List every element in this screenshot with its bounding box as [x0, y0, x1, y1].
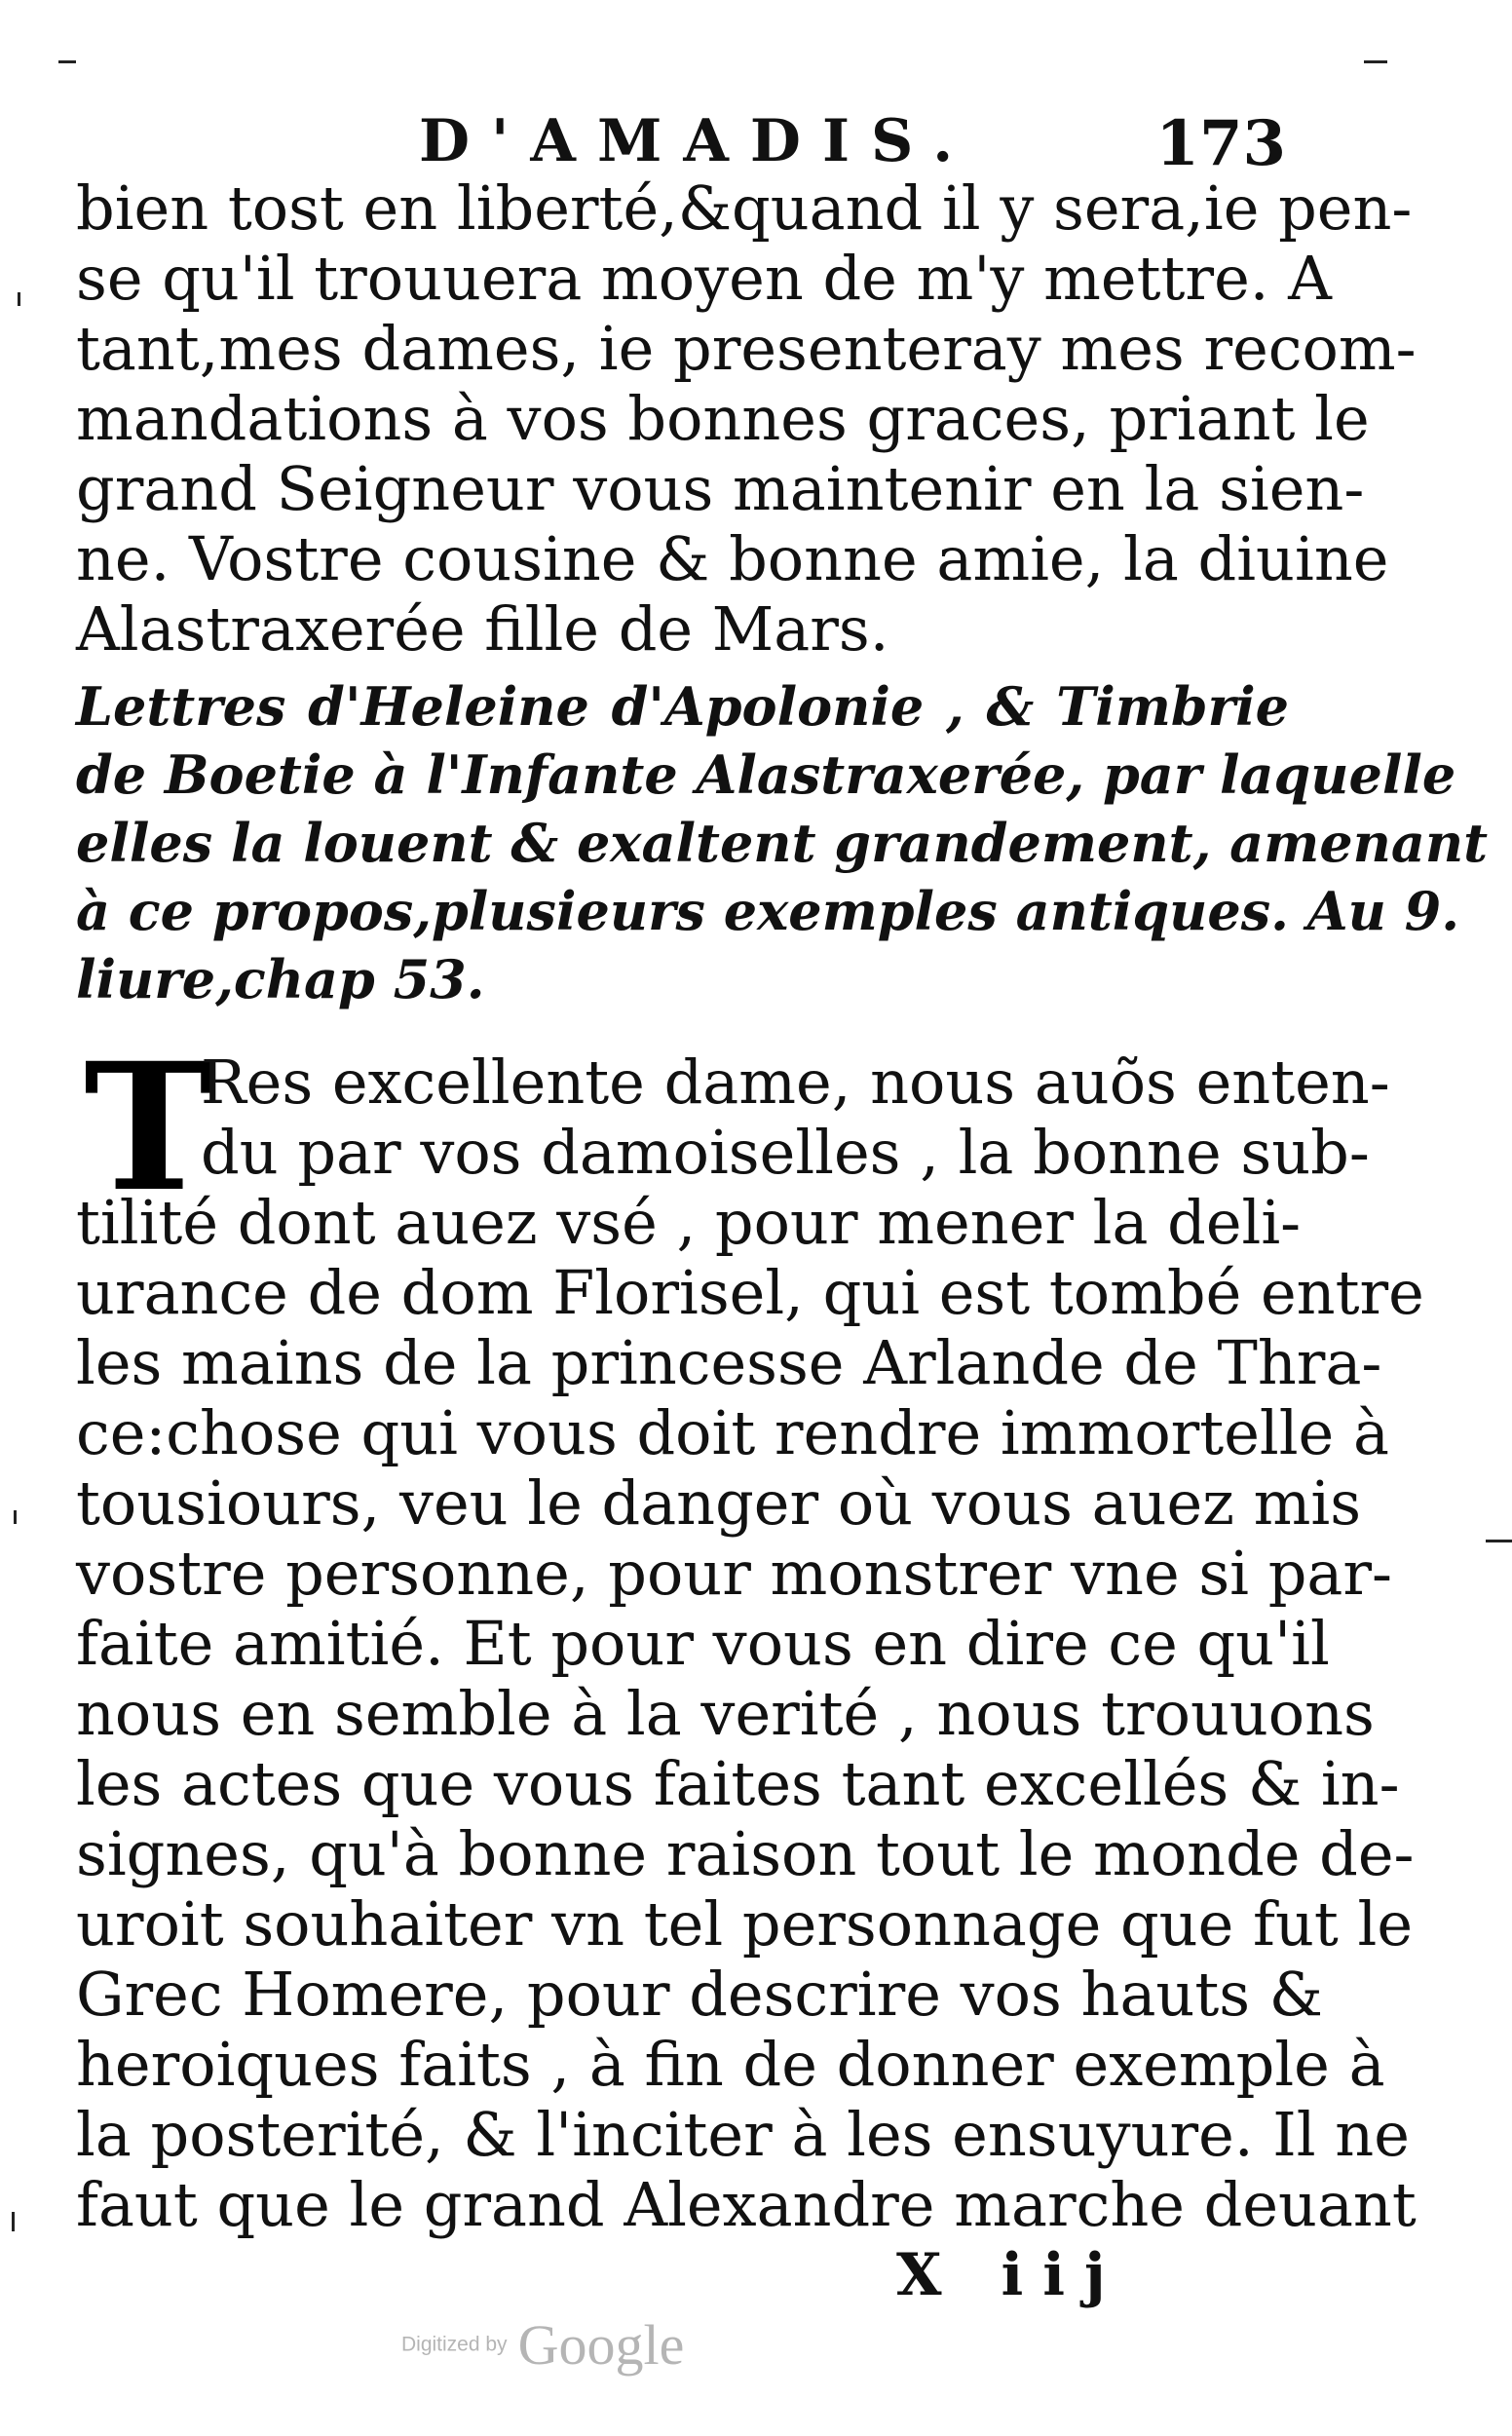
text-line: bien tost en liberté,&quand il y sera,ie pen- [76, 172, 1413, 244]
text-line: heroiques faits , à fin de donner exemple à [76, 2029, 1385, 2100]
digitized-watermark [401, 2312, 684, 2378]
text-line: tousiours, veu le danger où vous auez mis [76, 1467, 1362, 1539]
scan-speck [14, 1510, 17, 1524]
text-line: signes, qu'à bonne raison tout le monde de- [76, 1818, 1415, 1889]
google-logo: Google [517, 2313, 685, 2377]
heading-line: à ce propos,plusieurs exemples antiques. Au 9. [76, 880, 1460, 942]
heading-line: liure,chap 53. [76, 948, 485, 1010]
text-line: tilité dont auez vsé , pour mener la deli- [76, 1187, 1302, 1258]
text-line: ce:chose qui vous doit rendre immortelle à [76, 1397, 1389, 1468]
running-title: D'AMADIS. [419, 107, 975, 175]
text-line: du par vos damoiselles , la bonne sub- [201, 1117, 1370, 1188]
signature-mark: X iij [896, 2241, 1125, 2309]
watermark-prefix: Digitized by [401, 2333, 508, 2356]
drop-cap: T [84, 1025, 214, 1231]
scan-speck [58, 60, 76, 63]
text-line: vostre personne, pour monstrer vne si par- [76, 1538, 1392, 1609]
page-number: 173 [1155, 107, 1286, 180]
scan-speck [12, 2212, 15, 2231]
paragraph-letter-body [76, 1025, 1424, 2240]
text-line: Alastraxerée fille de Mars. [76, 593, 889, 665]
text-line: faut que le grand Alexandre marche deuant [76, 2169, 1417, 2240]
scan-speck [18, 292, 20, 306]
text-line: les actes que vous faites tant excellés & in- [76, 1748, 1400, 1819]
text-line: la posterité, & l'inciter à les ensuyure. Il ne [76, 2099, 1410, 2170]
text-line: ne. Vostre cousine & bonne amie, la diuine [76, 523, 1389, 594]
text-line: nous en semble à la verité , nous trouuons [76, 1678, 1375, 1749]
scan-speck [1364, 60, 1387, 63]
text-line: les mains de la princesse Arlande de Thra- [76, 1327, 1382, 1398]
chapter-heading [76, 672, 1489, 1013]
paragraph-letter-closing [76, 172, 1417, 665]
text-line: faite amitié. Et pour vous en dire ce qu'il [76, 1608, 1330, 1679]
text-line: uroit souhaiter vn tel personnage que fut le [76, 1888, 1414, 1960]
heading-line: de Boetie à l'Infante Alastraxerée, par laquelle [76, 743, 1456, 806]
text-line: mandations à vos bonnes graces, priant le [76, 383, 1370, 454]
text-line: se qu'il trouuera moyen de m'y mettre. A [76, 243, 1332, 314]
text-line: Res excellente dame, nous auõs enten- [201, 1047, 1390, 1118]
heading-line: Lettres d'Heleine d'Apolonie , & Timbrie [76, 675, 1289, 738]
text-line: tant,mes dames, ie presenteray mes recom- [76, 313, 1417, 384]
scan-speck [1486, 1540, 1512, 1542]
heading-line: elles la louent & exaltent grandement, amenant [76, 812, 1489, 874]
text-line: grand Seigneur vous maintenir en la sien- [76, 453, 1365, 524]
text-line: Grec Homere, pour descrire vos hauts & [76, 1959, 1323, 2030]
text-line: urance de dom Florisel, qui est tombé entre [76, 1257, 1424, 1328]
